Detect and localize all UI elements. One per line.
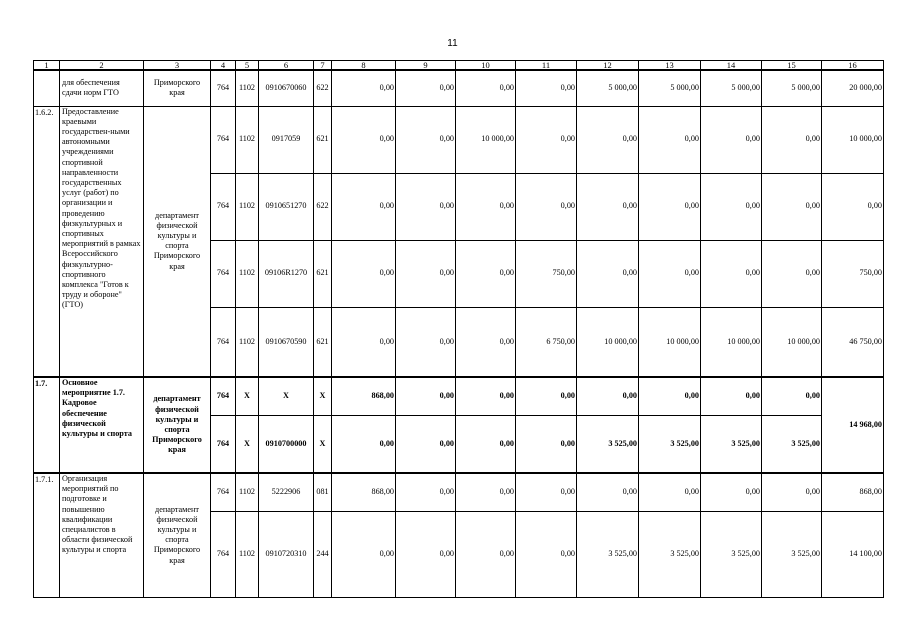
cell-value: 0,00 [332, 511, 396, 597]
cell-value: 3 525,00 [577, 511, 639, 597]
cell-total: 868,00 [822, 473, 884, 511]
cell-value: 3 525,00 [701, 511, 762, 597]
cell-value: 0,00 [516, 511, 577, 597]
cell-rzpr: 1102 [236, 307, 259, 377]
cell-value: 0,00 [456, 377, 516, 415]
cell-value: 3 525,00 [701, 415, 762, 473]
item-name: Организация мероприятий по подготовке и повышению квалификации специалистов в области физической культуры и спорта [60, 473, 144, 597]
cell-grbs: 764 [211, 70, 236, 106]
item-name: для обеспечения сдачи норм ГТО [60, 70, 144, 106]
cell-rzpr: X [236, 377, 259, 415]
table-row [34, 70, 884, 106]
cell-value: 0,00 [516, 173, 577, 240]
cell-value: 868,00 [332, 377, 396, 415]
cell-value: 5 000,00 [577, 70, 639, 106]
cell-csr: 0910720310 [259, 511, 314, 597]
cell-csr: 0917059 [259, 106, 314, 173]
cell-value: 0,00 [516, 473, 577, 511]
cell-value: 3 525,00 [762, 511, 822, 597]
cell-rzpr: 1102 [236, 473, 259, 511]
column-header: 2 [60, 61, 144, 71]
cell-value: 0,00 [516, 106, 577, 173]
column-header: 8 [332, 61, 396, 71]
column-header: 15 [762, 61, 822, 71]
cell-rzpr: 1102 [236, 511, 259, 597]
cell-value: 0,00 [701, 473, 762, 511]
item-name: Основное мероприятие 1.7. Кадровое обеспечение физической культуры и спорта [60, 377, 144, 473]
cell-value: 0,00 [762, 106, 822, 173]
item-owner: департамент физической культуры и спорта Приморского края [144, 377, 211, 473]
column-header: 4 [211, 61, 236, 71]
cell-value: 0,00 [577, 106, 639, 173]
cell-value: 5 000,00 [762, 70, 822, 106]
cell-value: 0,00 [456, 307, 516, 377]
column-header: 10 [456, 61, 516, 71]
cell-rzpr: 1102 [236, 240, 259, 307]
cell-value: 3 525,00 [577, 415, 639, 473]
cell-grbs: 764 [211, 106, 236, 173]
cell-vr: 081 [314, 473, 332, 511]
cell-value: 0,00 [701, 240, 762, 307]
cell-value: 0,00 [456, 415, 516, 473]
column-header: 5 [236, 61, 259, 71]
cell-value: 0,00 [456, 173, 516, 240]
cell-grbs: 764 [211, 511, 236, 597]
cell-value: 0,00 [516, 377, 577, 415]
cell-value: 0,00 [639, 473, 701, 511]
cell-vr: X [314, 415, 332, 473]
cell-value: 0,00 [396, 106, 456, 173]
cell-grbs: 764 [211, 377, 236, 415]
column-header: 3 [144, 61, 211, 71]
cell-csr: 5222906 [259, 473, 314, 511]
cell-value: 3 525,00 [639, 511, 701, 597]
cell-value: 0,00 [396, 173, 456, 240]
cell-value: 6 750,00 [516, 307, 577, 377]
cell-value: 0,00 [456, 511, 516, 597]
cell-rzpr: X [236, 415, 259, 473]
cell-value: 0,00 [396, 511, 456, 597]
cell-value: 0,00 [396, 307, 456, 377]
column-header: 12 [577, 61, 639, 71]
cell-value: 0,00 [762, 377, 822, 415]
cell-value: 3 525,00 [762, 415, 822, 473]
item-index: 1.6.2. [34, 106, 60, 377]
cell-value: 10 000,00 [639, 307, 701, 377]
cell-csr: 09106R1270 [259, 240, 314, 307]
column-header: 9 [396, 61, 456, 71]
cell-vr: 244 [314, 511, 332, 597]
cell-value: 0,00 [701, 377, 762, 415]
cell-grbs: 764 [211, 307, 236, 377]
column-header: 6 [259, 61, 314, 71]
cell-csr: 0910700000 [259, 415, 314, 473]
table-row [34, 473, 884, 511]
cell-grbs: 764 [211, 473, 236, 511]
cell-vr: 622 [314, 173, 332, 240]
cell-value: 0,00 [639, 240, 701, 307]
cell-csr: X [259, 377, 314, 415]
cell-value: 0,00 [762, 473, 822, 511]
cell-total: 14 100,00 [822, 511, 884, 597]
cell-value: 0,00 [332, 70, 396, 106]
cell-value: 0,00 [577, 240, 639, 307]
cell-total: 750,00 [822, 240, 884, 307]
cell-value: 5 000,00 [639, 70, 701, 106]
item-owner: Приморского края [144, 70, 211, 106]
item-owner: департамент физической культуры и спорта Приморского края [144, 473, 211, 597]
cell-grbs: 764 [211, 173, 236, 240]
cell-value: 0,00 [332, 307, 396, 377]
cell-value: 10 000,00 [456, 106, 516, 173]
table-row [34, 106, 884, 173]
cell-grbs: 764 [211, 415, 236, 473]
cell-value: 0,00 [396, 415, 456, 473]
column-header: 14 [701, 61, 762, 71]
cell-value: 0,00 [701, 173, 762, 240]
cell-rzpr: 1102 [236, 70, 259, 106]
column-header: 1 [34, 61, 60, 71]
cell-grbs: 764 [211, 240, 236, 307]
budget-table [33, 60, 884, 598]
cell-vr: 621 [314, 106, 332, 173]
cell-value: 750,00 [516, 240, 577, 307]
cell-value: 0,00 [577, 377, 639, 415]
cell-vr: 622 [314, 70, 332, 106]
cell-value: 0,00 [639, 106, 701, 173]
cell-value: 0,00 [762, 240, 822, 307]
cell-value: 10 000,00 [762, 307, 822, 377]
cell-csr: 0910670060 [259, 70, 314, 106]
cell-total: 10 000,00 [822, 106, 884, 173]
cell-value: 3 525,00 [639, 415, 701, 473]
item-index [34, 70, 60, 106]
cell-value: 10 000,00 [577, 307, 639, 377]
cell-value: 0,00 [332, 106, 396, 173]
column-header: 16 [822, 61, 884, 71]
cell-value: 0,00 [332, 415, 396, 473]
cell-total: 20 000,00 [822, 70, 884, 106]
cell-value: 0,00 [639, 173, 701, 240]
cell-value: 868,00 [332, 473, 396, 511]
cell-vr: X [314, 377, 332, 415]
cell-value: 0,00 [762, 173, 822, 240]
item-index: 1.7.1. [34, 473, 60, 597]
cell-value: 0,00 [516, 415, 577, 473]
cell-total: 46 750,00 [822, 307, 884, 377]
column-number-header [34, 61, 884, 71]
table-row [34, 377, 884, 415]
cell-value: 0,00 [396, 240, 456, 307]
column-header: 11 [516, 61, 577, 71]
item-owner: департамент физической культуры и спорта Приморского края [144, 106, 211, 377]
cell-vr: 621 [314, 240, 332, 307]
cell-csr: 0910670590 [259, 307, 314, 377]
column-header: 7 [314, 61, 332, 71]
cell-value: 0,00 [396, 473, 456, 511]
cell-vr: 621 [314, 307, 332, 377]
item-name: Предоставление краевыми государствен-ными автономными учреждениями спортивной направленности государственных услуг (работ) по организации и проведению физкультурных и спортивных мероприятий в рамках Всероссийского физкультурно-спортивного комплекса "Готов к труду и обороне" (ГТО) [60, 106, 144, 377]
cell-total: 0,00 [822, 173, 884, 240]
cell-value: 10 000,00 [701, 307, 762, 377]
cell-value: 0,00 [701, 106, 762, 173]
cell-value: 0,00 [456, 240, 516, 307]
cell-value: 0,00 [577, 473, 639, 511]
cell-value: 0,00 [516, 70, 577, 106]
cell-value: 0,00 [577, 173, 639, 240]
cell-rzpr: 1102 [236, 106, 259, 173]
column-header: 13 [639, 61, 701, 71]
cell-value: 0,00 [396, 70, 456, 106]
cell-value: 0,00 [332, 240, 396, 307]
page-number: 11 [447, 38, 458, 49]
cell-value: 0,00 [639, 377, 701, 415]
cell-value: 5 000,00 [701, 70, 762, 106]
cell-value: 0,00 [396, 377, 456, 415]
cell-rzpr: 1102 [236, 173, 259, 240]
cell-csr: 0910651270 [259, 173, 314, 240]
item-index: 1.7. [34, 377, 60, 473]
cell-value: 0,00 [456, 473, 516, 511]
cell-total: 14 968,00 [822, 377, 884, 473]
cell-value: 0,00 [456, 70, 516, 106]
cell-value: 0,00 [332, 173, 396, 240]
